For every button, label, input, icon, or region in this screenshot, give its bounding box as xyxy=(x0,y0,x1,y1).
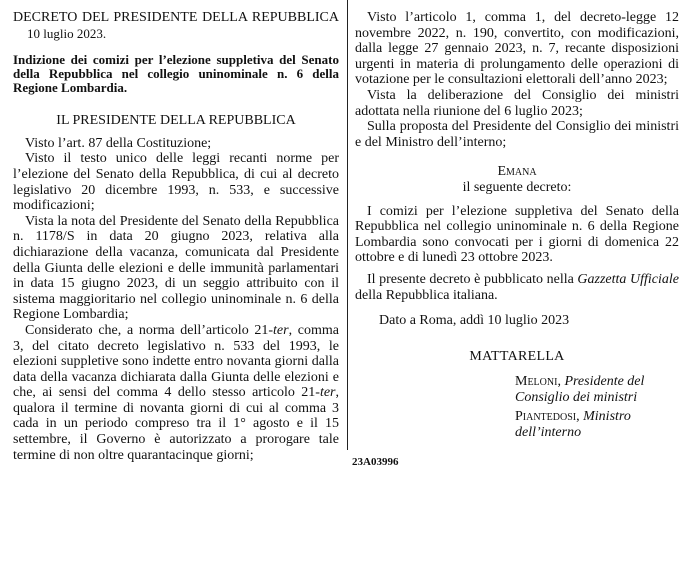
gazzetta-ufficiale: Gazzetta Ufficiale xyxy=(577,271,679,287)
considerato-part3: , qualora il termine di novanta giorni di cui al comma 3 cada in un periodo compreso tra il 1° agosto e il 15 settembre, il Governo è autorizzato a prorogare tale termine di non oltre quarantacinque giorni; xyxy=(13,385,339,463)
pubblicato-part2: della Repubblica italiana. xyxy=(355,287,498,303)
meloni-name: Meloni xyxy=(515,374,558,390)
considerato xyxy=(13,323,339,463)
visto-articolo: Visto l’articolo 1, comma 1, del decreto-legge 12 novembre 2022, n. 190, convertito, con modificazioni, dalla legge 27 gennaio 2023, n. 7, recante disposizioni urgenti in materia di prolungamento delle operazioni di votazione per le consultazioni elettorali dell’anno 2023; xyxy=(355,10,679,88)
right-column xyxy=(352,0,679,470)
decree-title: DECRETO DEL PRESIDENTE DELLA REPUBBLICA xyxy=(13,10,339,25)
decree-date: 10 luglio 2023. xyxy=(27,25,107,41)
left-column xyxy=(13,0,339,463)
vista-deliberazione: Vista la deliberazione del Consiglio dei ministri adottata nella riunione del 6 luglio 2023; xyxy=(355,87,679,119)
piantedosi-name: Piantedosi xyxy=(515,409,577,425)
visto-testo-unico: Visto il testo unico delle leggi recanti norme per l’elezione del Senato della Repubblica, di cui al decreto legislativo 20 dicembre 1993, n. 533, e successive modificazioni; xyxy=(13,151,339,214)
vista-nota: Vista la nota del Presidente del Senato della Repubblica n. 1178/S in data 20 giugno 2023, relativa alla dichiarazione della vacanza, comunicata dal Presidente della Giunta delle elezioni e delle immunità parlamentari in data 15 giugno 2023, di un seggio attribuito con il sistema maggioritario nel collegio uninominale n. 6 della Regione Lombardia; xyxy=(13,213,339,323)
considerato-ter-1: ter xyxy=(273,322,289,338)
comizi-text: I comizi per l’elezione suppletiva del Senato della Repubblica nel collegio uninominale n. 6 della Regione Lombardia sono convocati per i giorni di domenica 22 ottobre e di lunedì 23 ottobre 2023. xyxy=(355,203,679,266)
president-heading: IL PRESIDENTE DELLA REPUBBLICA xyxy=(56,113,296,129)
considerato-part1: Considerato che, a norma dell’articolo 21- xyxy=(25,322,274,338)
seguente-decreto: il seguente decreto: xyxy=(462,179,572,195)
visto-costituzione: Visto l’art. 87 della Costituzione; xyxy=(25,135,212,151)
considerato-ter-2: ter xyxy=(319,385,336,401)
considerato-part2: , comma 3, del citato decreto legislativo n. 533 del 1993, le elezioni suppletive sono indette entro novanta giorni dalla data della vacanza dichiarata dalla Giunta delle elezioni e che, ai sensi del comma 4 dello stesso articolo 21- xyxy=(13,322,339,401)
sulla-proposta: Sulla proposta del Presidente del Consiglio dei ministri e del Ministro dell’interno; xyxy=(355,119,679,150)
meloni-role: Presidente del Consiglio dei ministri xyxy=(515,374,645,405)
signature-meloni: Meloni, Presidente del Consiglio dei ministri xyxy=(515,374,645,405)
pubblicato-text xyxy=(355,272,679,303)
document-code: 23A03996 xyxy=(352,455,399,468)
dato-a-roma: Dato a Roma, addì 10 luglio 2023 xyxy=(379,313,570,329)
piantedosi-role: Ministro dell’interno xyxy=(515,409,631,441)
emana-heading: Emana xyxy=(497,164,537,180)
signature-piantedosi: Piantedosi, Ministro dell’interno xyxy=(515,409,631,441)
pubblicato-part1: Il presente decreto è pubblicato nella xyxy=(367,271,578,287)
signature-mattarella: MATTARELLA xyxy=(469,348,565,364)
decree-heading: Indizione dei comizi per l’elezione suppletiva del Senato della Repubblica nel collegio uninominale n. 6 della Regione Lombardia. xyxy=(13,52,339,96)
column-divider xyxy=(347,0,348,450)
